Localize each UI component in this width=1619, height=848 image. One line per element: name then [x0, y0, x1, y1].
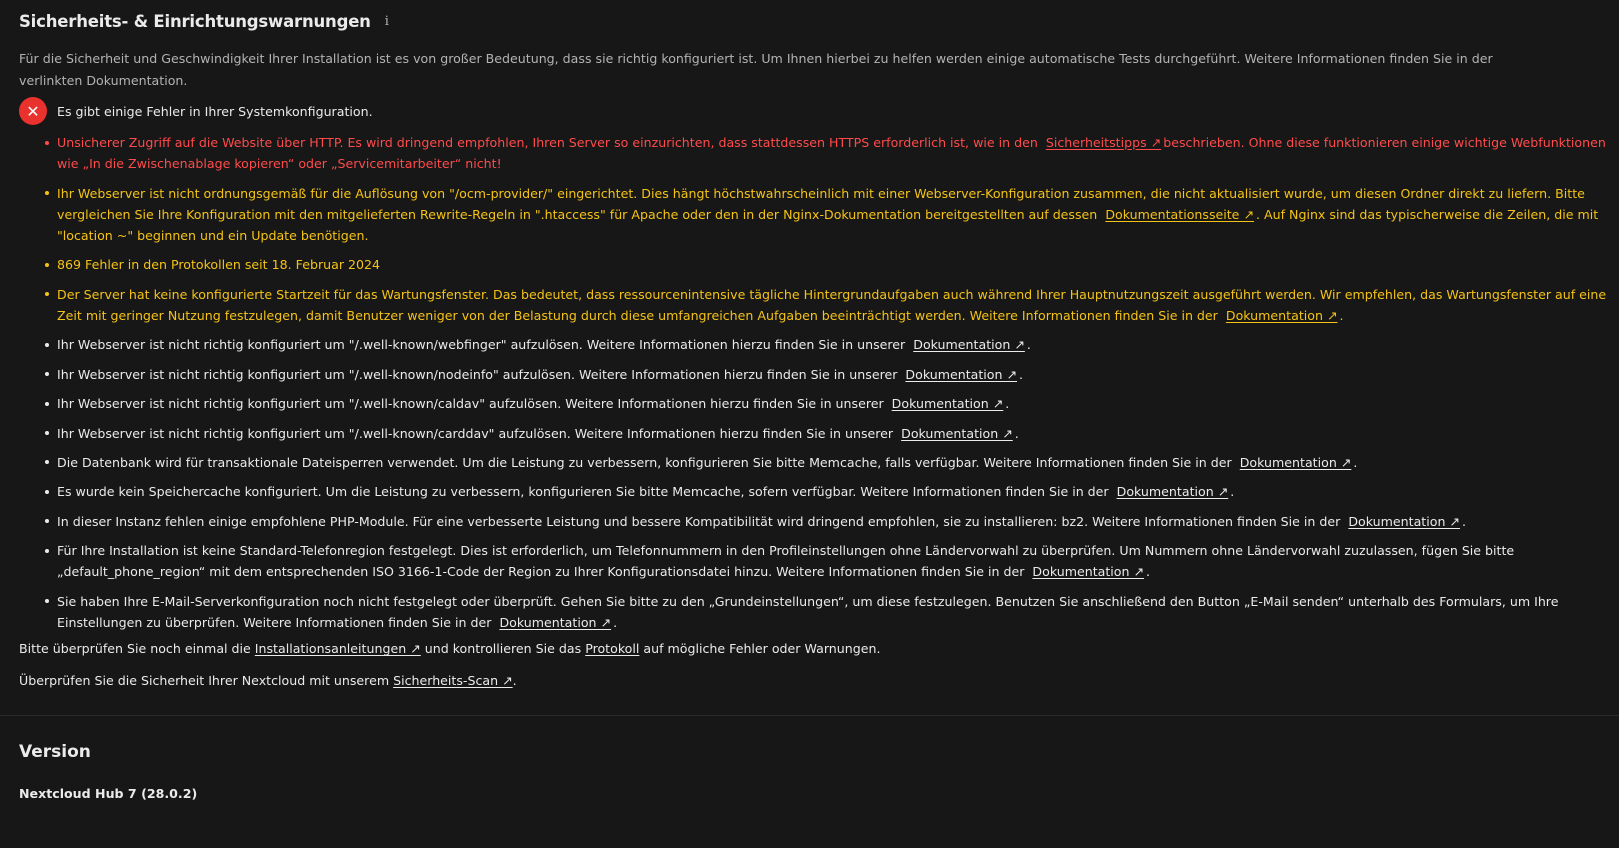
issue-item-warning: [45, 284, 1619, 326]
issue-text-after: beschrieben. Ohne diese funktionieren einige wichtige Webfunktionen wie „In die Zwischenablage kopieren“ oder „Servicemitarbeiter“ nicht!: [57, 135, 1606, 172]
issue-text-after: .: [1146, 564, 1151, 580]
documentation-link[interactable]: Dokumentation ↗: [1239, 454, 1352, 470]
security-scan-link[interactable]: Sicherheits-Scan ↗: [393, 673, 513, 689]
documentation-link[interactable]: Dokumentation ↗: [905, 366, 1018, 382]
issue-item-info: [45, 364, 1619, 385]
issue-text: Ihr Webserver ist nicht richtig konfiguriert um "/.well-known/carddav" aufzulösen. Weitere Informationen hierzu finden Sie in unserer: [57, 425, 894, 441]
issue-text: In dieser Instanz fehlen einige empfohlene PHP-Module. Für eine verbesserte Leistung und bessere Kompatibilität wird dringend empfohlen, sie zu installieren: bz2. Weitere Informationen finden Sie in der: [57, 513, 1341, 529]
security-heading: [19, 10, 1601, 32]
documentation-link[interactable]: Dokumentation ↗: [1225, 307, 1338, 323]
issue-text-after: .: [1339, 307, 1344, 323]
issue-text-after: .: [1014, 425, 1019, 441]
issue-text: Sie haben Ihre E-Mail-Serverkonfiguration noch nicht festgelegt oder überprüft. Gehen Sie bitte zu den „Grundeinstellungen“, um diese festzulegen. Benutzen Sie anschließend den Button „E-Mail senden“ unterhalb des Formulars, um Ihre Einstellungen zu überprüfen. Weitere Informationen finden Sie in der: [57, 593, 1559, 630]
documentation-link[interactable]: Dokumentation ↗: [499, 614, 612, 630]
documentation-link[interactable]: Sicherheitstipps ↗: [1045, 135, 1162, 150]
issue-text: Für Ihre Installation ist keine Standard-Telefonregion festgelegt. Dies ist erforderlich, um Telefonnummern in den Profileinstellungen ohne Ländervorwahl zu überprüfen. Um Nummern ohne Ländervorwahl zuzulassen, fügen Sie bitte „default_phone_region“ mit dem entsprechenden ISO 3166-1-Code der Region zu Ihrer Konfigurationsdatei hinzu. Weitere Informationen finden Sie in der: [57, 543, 1515, 580]
check-again-after: auf mögliche Fehler oder Warnungen.: [639, 641, 881, 657]
scan-after: .: [512, 673, 517, 689]
status-row: [19, 96, 1601, 126]
issue-item-warning: [45, 183, 1619, 247]
documentation-link[interactable]: Dokumentation ↗: [1116, 484, 1229, 500]
issue-text: 869 Fehler in den Protokollen seit 18. Februar 2024: [57, 257, 381, 273]
issue-text: Ihr Webserver ist nicht ordnungsgemäß für die Auflösung von "/ocm-provider/" eingerichtet. Dies hängt höchstwahrscheinlich mit einer Webserver-Konfiguration zusammen, die nicht aktualisiert wurde, um diesen Ordner direkt zu liefern. Bitte vergleichen Sie Ihre Konfiguration mit den mitgelieferten Rewrite-Regeln in ".htaccess" für Apache oder den in der Nginx-Dokumentation bereitgestellten auf dessen: [57, 185, 1585, 222]
version-title: Version: [19, 742, 91, 763]
issue-text-after: .: [1005, 396, 1010, 412]
version-section: [0, 716, 1619, 801]
issue-text-after: .: [613, 614, 618, 630]
issue-text-after: .: [1019, 366, 1024, 382]
documentation-link[interactable]: Dokumentation ↗: [901, 425, 1013, 441]
issue-item-error: [45, 132, 1619, 174]
issue-text: Unsicherer Zugriff auf die Website über HTTP. Es wird dringend empfohlen, Ihren Server so einzurichten, dass stattdessen HTTPS erforderlich ist, wie in den: [57, 135, 1038, 150]
documentation-link[interactable]: Dokumentation ↗: [1032, 564, 1145, 580]
error-x-icon: ✕: [19, 97, 47, 125]
documentation-link[interactable]: Dokumentationsseite ↗: [1105, 206, 1254, 222]
issue-text: Die Datenbank wird für transaktionale Dateisperren verwendet. Um die Leistung zu verbessern, konfigurieren Sie bitte Memcache, falls verfügbar. Weitere Informationen finden Sie in der: [57, 454, 1232, 470]
check-again-middle: und kontrollieren Sie das: [420, 641, 586, 657]
issue-text: Der Server hat keine konfigurierte Startzeit für das Wartungsfenster. Das bedeutet, dass ressourcenintensive tägliche Hintergrundaufgaben auch während Ihrer Hauptnutzungszeit ausgeführt werden. Wir empfehlen, das Wartungsfenster auf eine Zeit mit geringer Nutzung festzulegen, damit Benutzer weniger von der Belastung durch diese umfangreichen Aufgaben beeinträchtigt werden. Weitere Informationen finden Sie in der: [57, 286, 1607, 323]
issue-item-warning: [45, 254, 1619, 275]
scan-before: Überprüfen Sie die Sicherheit Ihrer Nextcloud mit unserem: [19, 673, 394, 689]
issues-list: [19, 132, 1619, 633]
issue-text-after: .: [1230, 484, 1235, 500]
issue-text-after: . Auf Nginx sind das typischerweise die Zeilen, die mit "location ~" beginnen und ein Update benötigen.: [57, 206, 1599, 243]
status-text: Es gibt einige Fehler in Ihrer Systemkonfiguration.: [57, 103, 373, 119]
issue-item-info: [45, 540, 1619, 582]
documentation-link[interactable]: Dokumentation ↗: [1348, 513, 1460, 529]
issue-text-after: .: [1461, 513, 1466, 529]
issue-text-after: .: [1353, 454, 1358, 470]
issue-text: Ihr Webserver ist nicht richtig konfiguriert um "/.well-known/webfinger" aufzulösen. Weitere Informationen hierzu finden Sie in unserer: [57, 337, 906, 353]
check-again-before: Bitte überprüfen Sie noch einmal die: [19, 641, 255, 657]
issue-item-info: [45, 452, 1619, 473]
issue-text: Es wurde kein Speichercache konfiguriert. Um die Leistung zu verbessern, konfigurieren Sie bitte Memcache, sofern verfügbar. Weitere Informationen finden Sie in der: [57, 484, 1109, 500]
scan-text: [19, 670, 1601, 691]
issue-item-info: [45, 481, 1619, 502]
log-link[interactable]: Protokoll: [585, 641, 640, 657]
info-icon[interactable]: i: [384, 13, 389, 29]
issue-item-info: [45, 334, 1619, 355]
check-again-text: [19, 638, 1601, 659]
issue-item-info: [45, 393, 1619, 414]
section-title: Sicherheits- & Einrichtungswarnungen: [19, 11, 371, 31]
documentation-link[interactable]: Dokumentation ↗: [891, 396, 1004, 412]
issue-text-after: .: [1026, 337, 1031, 353]
issue-item-info: [45, 423, 1619, 444]
version-text: Nextcloud Hub 7 (28.0.2): [19, 786, 198, 802]
intro-text: Für die Sicherheit und Geschwindigkeit Ihrer Installation ist es von großer Bedeutung, dass sie richtig konfiguriert ist. Um Ihnen hierbei zu helfen werden einige automatische Tests durchgeführt. Weitere Informationen finden Sie in der verlinkten Dokumentation.: [19, 51, 1493, 88]
documentation-link[interactable]: Dokumentation ↗: [913, 337, 1025, 353]
issue-item-info: [45, 591, 1619, 633]
issue-item-info: [45, 511, 1619, 532]
installation-guide-link[interactable]: Installationsanleitungen ↗: [254, 641, 421, 657]
issue-text: Ihr Webserver ist nicht richtig konfiguriert um "/.well-known/nodeinfo" aufzulösen. Weitere Informationen hierzu finden Sie in unserer: [57, 366, 898, 382]
issue-text: Ihr Webserver ist nicht richtig konfiguriert um "/.well-known/caldav" aufzulösen. Weitere Informationen hierzu finden Sie in unserer: [57, 396, 884, 412]
